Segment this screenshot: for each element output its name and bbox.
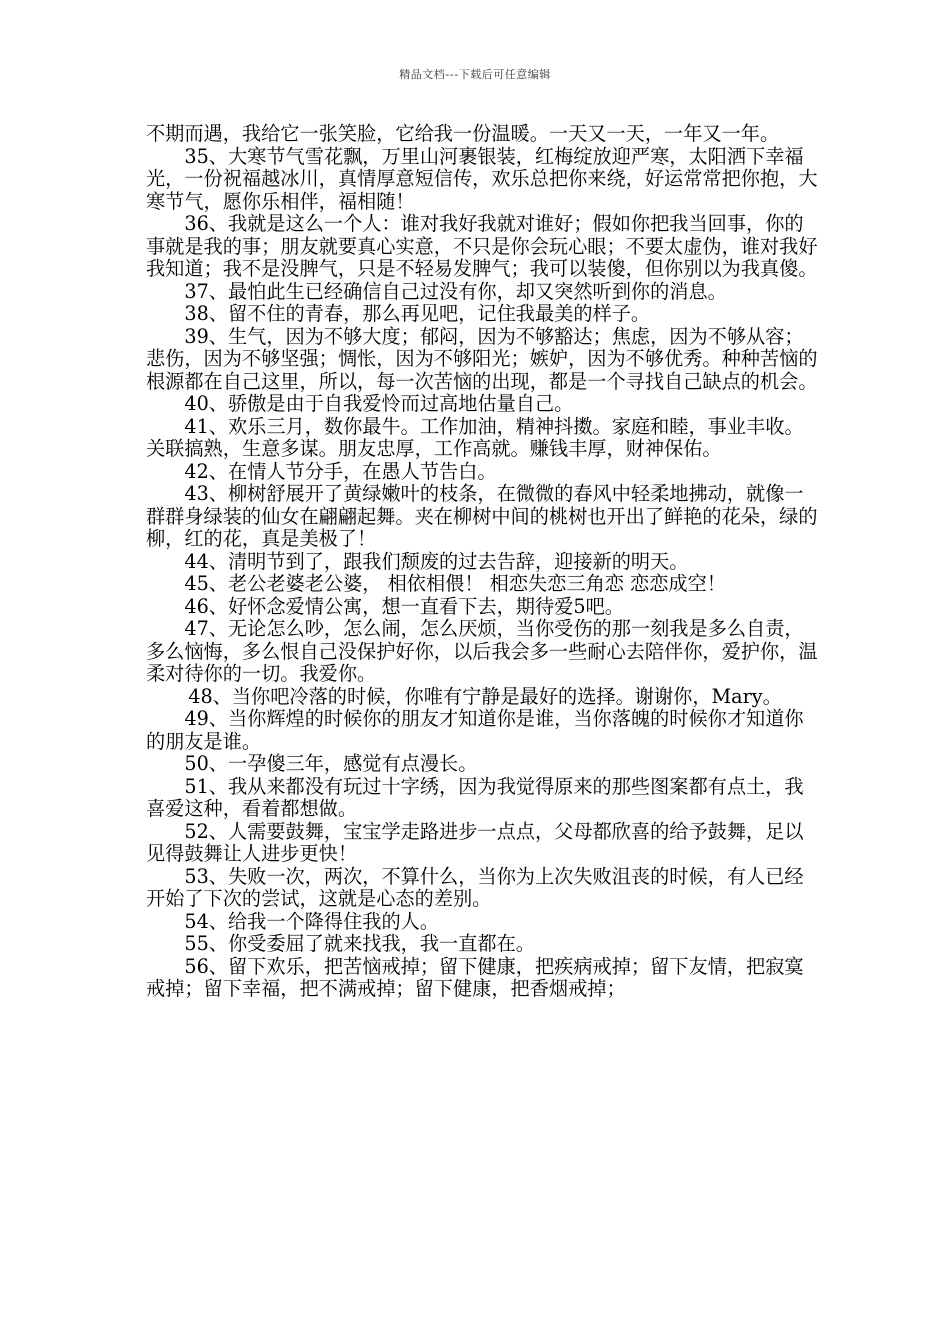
paragraph: 38、留不住的青春，那么再见吧，记住我最美的样子。 (184, 302, 651, 325)
paragraph: 40、骄傲是由于自我爱怜而过高地估量自己。 (184, 392, 574, 415)
paragraph: 46、好怀念爱情公寓，想一直看下去，期待爱5吧。 (184, 594, 624, 618)
paragraph: 35、大寒节气雪花飘，万里山河裹银装，红梅绽放迎严寒，太阳洒下幸福光，一份祝福越冰川，真情厚意短信传，欢乐总把你来绕，好运常常把你抱，大寒节气，愿你乐相伴，福相随！ (146, 144, 818, 213)
paragraph: 53、失败一次，两次，不算什么，当你为上次失败沮丧的时候，有人已经开始了下次的尝试，这就是心态的差别。 (146, 864, 804, 910)
paragraph: 49、当你辉煌的时候你的朋友才知道你是谁，当你落魄的时候你才知道你的朋友是谁。 (146, 707, 804, 753)
paragraph: 39、生气，因为不够大度；郁闷，因为不够豁达；焦虑，因为不够从容；悲伤，因为不够坚强；惆怅，因为不够阳光；嫉妒，因为不够优秀。种种苦恼的根源都在自己这里，所以，每一次苦恼的出现，都是一个寻找自己缺点的机会。 (146, 324, 818, 393)
paragraph: 55、你受委屈了就来找我，我一直都在。 (184, 932, 535, 955)
paragraph: 不期而遇，我给它一张笑脸，它给我一份温暖。一天又一天，一年又一年。 (146, 122, 780, 145)
page-header: 精品文档---下载后可任意编辑 (399, 68, 551, 81)
paragraph: 45、老公老婆老公婆， 相依相偎！ 相恋失恋三角恋 恋恋成空！ (184, 572, 726, 595)
paragraph: 43、柳树舒展开了黄绿嫩叶的枝条，在微微的春风中轻柔地拂动，就像一群群身绿装的仙女在翩翩起舞。夹在柳树中间的桃树也开出了鲜艳的花朵，绿的柳，红的花，真是美极了！ (146, 482, 818, 550)
paragraph: 51、我从来都没有玩过十字绣，因为我觉得原来的那些图案都有点土，我喜爱这种，看着都想做。 (146, 774, 804, 820)
paragraph: 50、一孕傻三年，感觉有点漫长。 (184, 752, 478, 775)
paragraph: 36、我就是这么一个人：谁对我好我就对谁好；假如你把我当回事，你的事就是我的事；朋友就要真心实意，不只是你会玩心眼；不要太虚伪，谁对我好我知道；我不是没脾气，只是不轻易发脾气；我可以装傻，但你别以为我真傻。 (146, 212, 818, 280)
paragraph: 41、欢乐三月，数你最牛。工作加油，精神抖擞。家庭和睦，事业丰收。关联搞熟，生意多谋。朋友忠厚，工作高就。赚钱丰厚，财神保佑。 (146, 414, 804, 460)
paragraph: 44、清明节到了，跟我们颓废的过去告辞，迎接新的明天。 (184, 549, 689, 573)
document-body (146, 123, 818, 1001)
paragraph: 47、无论怎么吵，怎么闹，怎么厌烦，当你受伤的那一刻我是多么自责，多么恼悔，多么恨自己没保护好你，以后我会多一些耐心去陪伴你，爱护你，温柔对待你的一切。我爱你。 (146, 617, 818, 685)
paragraph: 54、给我一个降得住我的人。 (184, 909, 440, 933)
paragraph: 48、当你吧冷落的时候，你唯有宁静是最好的选择。谢谢你，Mary。 (188, 684, 782, 708)
paragraph: 42、在情人节分手，在愚人节告白。 (184, 459, 497, 483)
paragraph: 37、最怕此生已经确信自己过没有你，却又突然听到你的消息。 (184, 279, 727, 303)
paragraph: 52、人需要鼓舞，宝宝学走路进步一点点，父母都欣喜的给予鼓舞，足以见得鼓舞让人进步更快！ (146, 819, 804, 865)
paragraph: 56、留下欢乐，把苦恼戒掉；留下健康，把疾病戒掉；留下友情，把寂寞戒掉；留下幸福，把不满戒掉；留下健康，把香烟戒掉； (146, 954, 804, 1000)
